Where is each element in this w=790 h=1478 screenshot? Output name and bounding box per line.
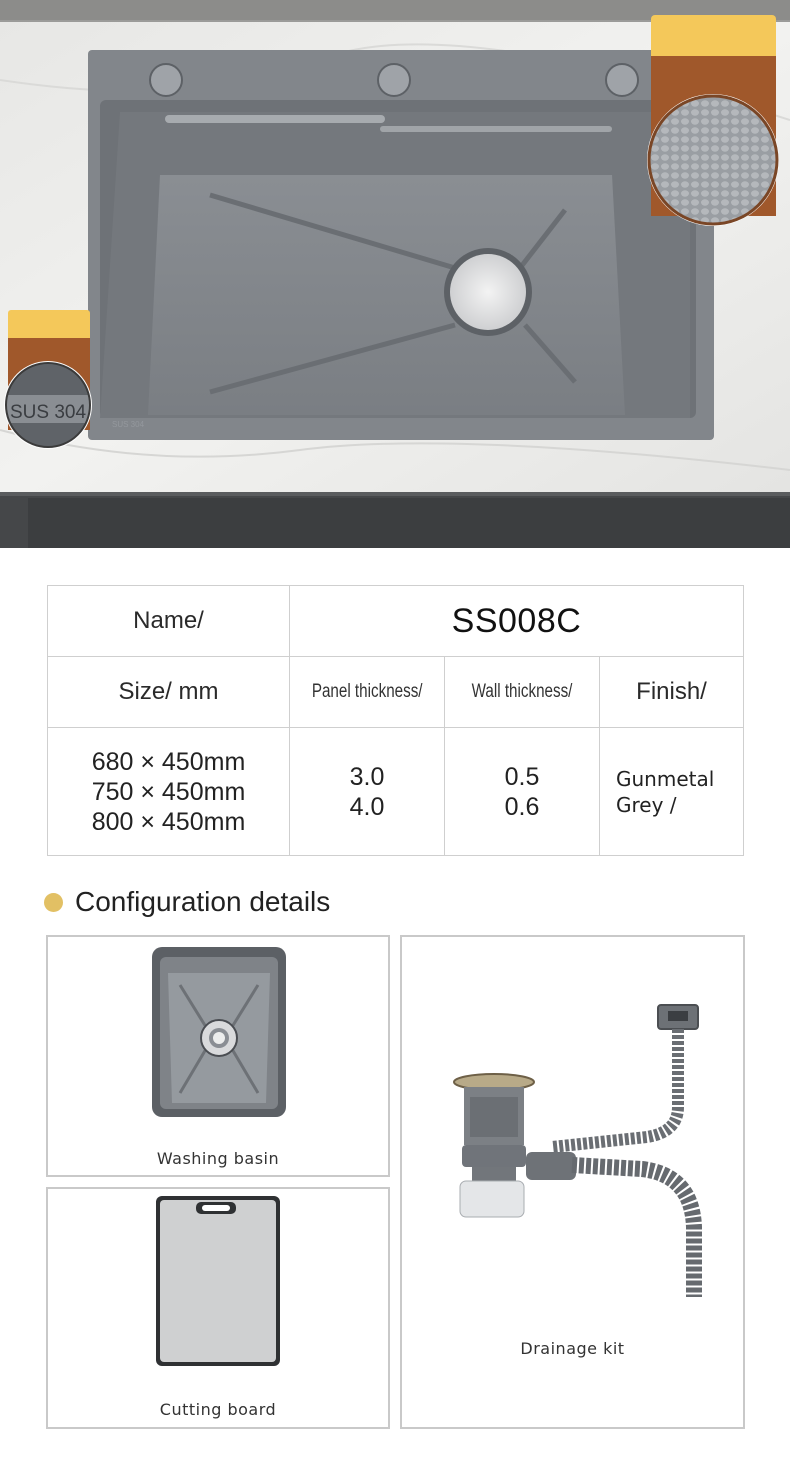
table-row (48, 728, 744, 856)
wall-thickness-value: 0.6 (504, 792, 540, 821)
washing-basin-image (150, 945, 290, 1120)
table-row (48, 657, 744, 728)
cutting-board-image (154, 1194, 284, 1369)
panel-thickness-cell (290, 728, 445, 856)
hero-product-photo (0, 0, 790, 548)
panel-thickness-value: 4.0 (349, 792, 385, 821)
size-label-cell (48, 657, 290, 728)
drainage-kit-card (400, 935, 745, 1429)
washing-basin-card (46, 935, 390, 1177)
size-value: 750 × 450mm (91, 777, 246, 806)
table-row (48, 586, 744, 657)
panel-thickness-header: Panel thickness/ (290, 657, 445, 728)
wall-thickness-cell (445, 728, 600, 856)
sink-illustration (0, 0, 790, 548)
name-label: Name/ (133, 607, 204, 634)
bullet-dot-icon (44, 893, 63, 912)
size-value: 800 × 450mm (91, 807, 246, 836)
cutting-board-caption: Cutting board (159, 1400, 277, 1419)
finish-header: Finish/ (600, 657, 744, 728)
name-label-cell (48, 586, 290, 657)
drainage-kit-caption: Drainage kit (520, 1339, 625, 1358)
section-title: Configuration details (75, 886, 331, 917)
wall-thickness-value: 0.5 (504, 762, 540, 791)
config-section-header (44, 884, 330, 920)
size-value: 680 × 450mm (91, 747, 246, 776)
material-badge-text: SUS 304 (10, 402, 87, 423)
size-label: Size/ mm (118, 678, 219, 705)
cutting-board-card (46, 1187, 390, 1429)
wall-thickness-header: Wall thickness/ (445, 657, 600, 728)
model-number: SS008C (451, 601, 582, 640)
washing-basin-caption: Washing basin (156, 1149, 280, 1168)
sink-marking: SUS 304 (112, 420, 145, 429)
drainage-kit-image (442, 997, 712, 1307)
model-cell (290, 586, 744, 657)
finish-value: Gunmetal (616, 766, 715, 791)
sizes-cell (48, 728, 290, 856)
finish-value: Grey / (616, 792, 677, 817)
panel-thickness-value: 3.0 (349, 762, 385, 791)
spec-table (47, 585, 744, 856)
finish-cell (600, 728, 744, 856)
